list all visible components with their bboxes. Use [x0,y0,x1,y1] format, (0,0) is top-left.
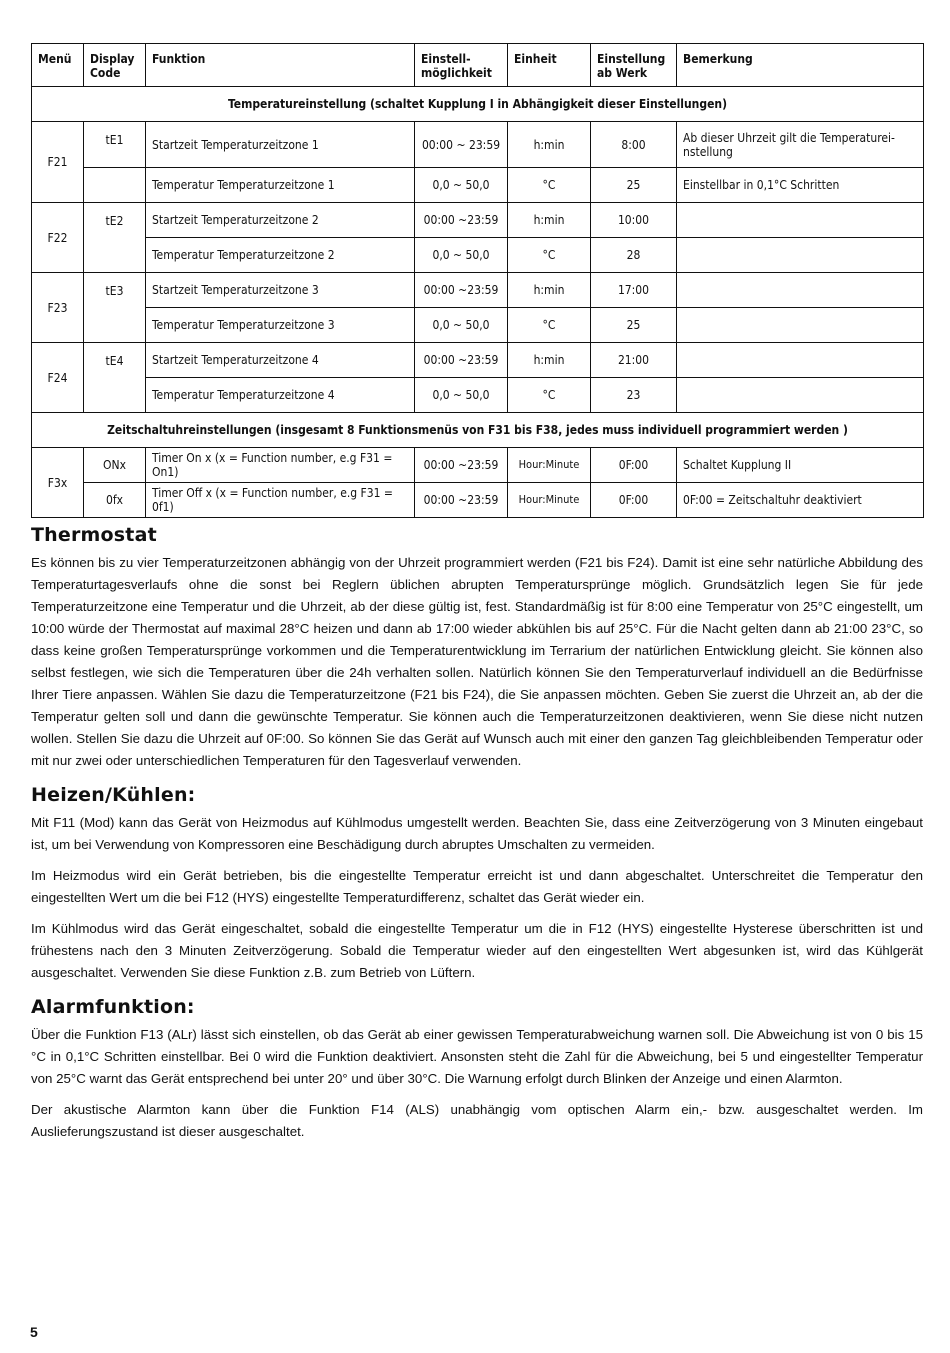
default-cell: 8:00 [591,122,677,168]
table-row [32,168,924,203]
function-cell: Timer Off x (x = Function number, e.g F31 = 0f1) [146,483,415,518]
range-cell: 0,0 ~ 50,0 [415,378,508,413]
unit-cell: °C [508,308,591,343]
display-code-empty [84,168,146,203]
menu-code: F21 [32,122,84,203]
function-cell: Temperatur Temperaturzeitzone 2 [146,238,415,273]
section-alarm [31,994,923,1143]
heading-alarm: Alarmfunktion: [31,996,195,1018]
remark-cell [677,378,924,413]
table-row [32,238,924,273]
function-cell: Temperatur Temperaturzeitzone 1 [146,168,415,203]
function-cell: Timer On x (x = Function number, e.g F31 = On1) [146,448,415,483]
table-row [32,448,924,483]
table-row [32,308,924,343]
display-code: tE2 [84,203,146,273]
table-row [32,378,924,413]
menu-code: F24 [32,343,84,413]
range-cell: 0,0 ~ 50,0 [415,238,508,273]
section-row [32,413,924,448]
heading-thermostat: Thermostat [31,524,157,546]
body-content [31,522,923,1143]
header-remark: Bemerkung [677,44,924,87]
table-row [32,273,924,308]
default-cell: 25 [591,168,677,203]
range-cell: 00:00 ~23:59 [415,203,508,238]
default-cell: 17:00 [591,273,677,308]
unit-cell: Hour:Minute [508,483,591,518]
unit-cell: h:min [508,343,591,378]
unit-cell: °C [508,238,591,273]
unit-cell: °C [508,168,591,203]
menu-code: F23 [32,273,84,343]
paragraph: Im Heizmodus wird ein Gerät betrieben, bis die eingestellte Temperatur erreicht ist und dann abgeschaltet. Unterschreitet die Temperatur den eingestellten Wert um die bei F12 (HYS) eingestellte Temperaturdifferenz, schaltet das Gerät wieder ein. [31,868,923,905]
function-cell: Startzeit Temperaturzeitzone 2 [146,203,415,238]
remark-cell: Ab dieser Uhrzeit gilt die Temperaturei-nstellung [677,122,924,168]
menu-code: F3x [32,448,84,518]
remark-cell [677,273,924,308]
section-temperature-title: Temperatureinstellung (schaltet Kupplung I in Abhängigkeit dieser Einstellungen) [32,87,924,122]
header-display-code: Display Code [84,44,146,87]
table-row [32,343,924,378]
default-cell: 23 [591,378,677,413]
remark-cell [677,238,924,273]
header-unit: Einheit [508,44,591,87]
table-header-row [32,44,924,87]
remark-cell: 0F:00 = Zeitschaltuhr deaktiviert [677,483,924,518]
default-cell: 10:00 [591,203,677,238]
section-thermostat [31,522,923,772]
section-heating-cooling [31,782,923,984]
function-cell: Startzeit Temperaturzeitzone 4 [146,343,415,378]
header-menu: Menü [32,44,84,87]
page-number: 5 [30,1324,38,1340]
remark-cell [677,203,924,238]
paragraph: Der akustische Alarmton kann über die Funktion F14 (ALS) unabhängig vom optischen Alarm ein,- bzw. ausgeschaltet werden. Im Auslieferungszustand ist dieser ausgeschaltet. [31,1102,923,1139]
table-row [32,122,924,168]
function-cell: Temperatur Temperaturzeitzone 3 [146,308,415,343]
default-cell: 0F:00 [591,483,677,518]
default-cell: 21:00 [591,343,677,378]
parameter-table [31,43,924,518]
function-cell: Startzeit Temperaturzeitzone 1 [146,122,415,168]
table-row [32,203,924,238]
default-cell: 0F:00 [591,448,677,483]
default-cell: 25 [591,308,677,343]
table-row [32,483,924,518]
remark-cell: Einstellbar in 0,1°C Schritten [677,168,924,203]
remark-cell [677,343,924,378]
paragraph: Über die Funktion F13 (ALr) lässt sich einstellen, ob das Gerät ab einer gewissen Temperaturabweichung warnen soll. Die Abweichung ist von 0 bis 15 °C in 0,1°C Schritten einstellbar. Bei 0 wird die Funktion deaktiviert. Ansonsten steht die Zahl für die Abweichung, bei 5 und eingestellter Temperatur von 25°C warnt das Gerät entsprechend bei unter 20° und über 30°C. Die Warnung erfolgt durch Blinken der Anzeige und einen Alarmton. [31,1027,923,1086]
display-code: tE3 [84,273,146,343]
default-cell: 28 [591,238,677,273]
range-cell: 00:00 ~23:59 [415,483,508,518]
paragraph: Im Kühlmodus wird das Gerät eingeschaltet, sobald die eingestellte Temperatur um die in F12 (HYS) eingestellte Hysterese überschritten ist und frühestens nach den 3 Minuten Zeitverzögerung. Sobald die Temperatur wieder auf den eingestellten Wert abgesunken ist, wird das Kühlgerät ausgeschaltet. Verwenden Sie diese Funktion z.B. zum Betrieb von Lüftern. [31,921,923,980]
function-cell: Startzeit Temperaturzeitzone 3 [146,273,415,308]
range-cell: 00:00 ~23:59 [415,273,508,308]
header-function: Funktion [146,44,415,87]
display-code: tE1 [84,122,146,168]
paragraph: Es können bis zu vier Temperaturzeitzonen abhängig von der Uhrzeit programmiert werden (F21 bis F24). Damit ist eine sehr natürliche Abbildung des Temperaturtagesverlaufs ohne die sonst bei Reglern üblichen abrupten Temperatursprünge möglich. Grundsätzlich legen Sie für jede Temperaturzeitzone eine Temperatur und die Uhrzeit, ab der diese gültig ist, fest. Standardmäßig ist für 8:00 eine Temperatur von 25°C eingestellt, um 10:00 würde der Thermostat auf maximal 28°C heizen und dann ab 17:00 wieder abkühlen bis auf 25°C. Für die Nacht gelten dann ab 21:00 23°C, so dass keine großen Temperatursprünge vorkommen und die Temperaturentwicklung im Terrarium der natürlichen Entwicklung gleicht. Sie können also selbst festlegen, wie sich die Temperaturen über die 24h verhalten sollen. Natürlich können Sie den Temperaturverlauf individuell an die Bedürfnisse Ihrer Tiere anpassen. Wählen Sie dazu die Temperaturzeitzone (F21 bis F24), die Sie anpassen möchten. Geben Sie zuerst die Uhrzeit an, ab der die Temperatur gelten soll und dann die gewünschte Temperatur. Sie können auch die Temperaturzeitzonen deaktivieren, wenn Sie diese nicht nutzen wollen. Stellen Sie dazu die Uhrzeit auf 0F:00. So können Sie das Gerät auf Wunsch auch mit einer den ganzen Tag gleichbleibenden Temperatur oder mit nur zwei oder unterschiedlichen Temperaturen für den Tagesverlauf verwenden. [31,555,923,768]
remark-cell: Schaltet Kupplung II [677,448,924,483]
range-cell: 00:00 ~23:59 [415,448,508,483]
section-timer-title: Zeitschaltuhreinstellungen (insgesamt 8 Funktionsmenüs von F31 bis F38, jedes muss individuell programmiert werden ) [32,413,924,448]
display-code: 0fx [84,483,146,518]
function-cell: Temperatur Temperaturzeitzone 4 [146,378,415,413]
display-code: tE4 [84,343,146,413]
range-cell: 0,0 ~ 50,0 [415,168,508,203]
display-code: ONx [84,448,146,483]
range-cell: 0,0 ~ 50,0 [415,308,508,343]
remark-cell [677,308,924,343]
header-setting-range: Einstell-möglichkeit [415,44,508,87]
range-cell: 00:00 ~23:59 [415,343,508,378]
menu-code: F22 [32,203,84,273]
unit-cell: h:min [508,273,591,308]
unit-cell: °C [508,378,591,413]
section-row [32,87,924,122]
paragraph: Mit F11 (Mod) kann das Gerät von Heizmodus auf Kühlmodus umgestellt werden. Beachten Sie, dass eine Zeitverzögerung von 3 Minuten eingebaut ist, um bei Verwendung von Kompressoren eine Beschädigung durch abruptes Umschalten zu vermeiden. [31,815,923,852]
range-cell: 00:00 ~ 23:59 [415,122,508,168]
unit-cell: h:min [508,122,591,168]
header-factory-setting: Einstellung ab Werk [591,44,677,87]
unit-cell: Hour:Minute [508,448,591,483]
unit-cell: h:min [508,203,591,238]
heading-heating-cooling: Heizen/Kühlen: [31,784,196,806]
